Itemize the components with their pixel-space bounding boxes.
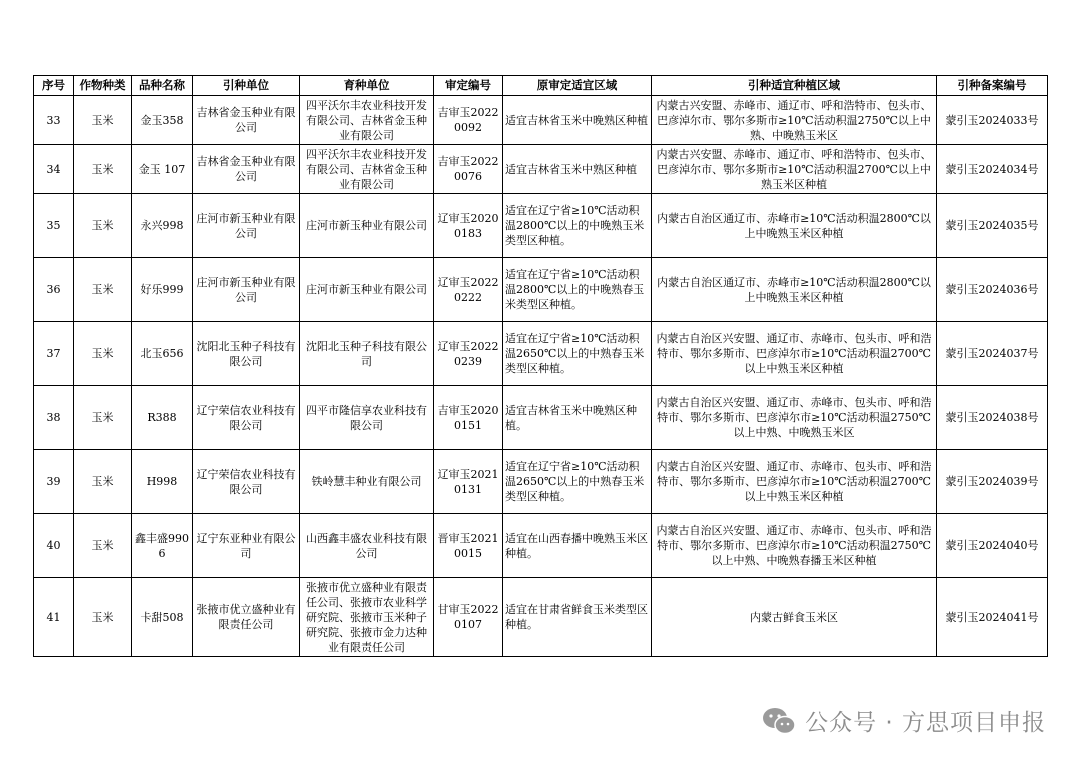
record-no-cell: 蒙引玉2024037号 [937,322,1048,386]
breeder-cell: 四平沃尔丰农业科技开发有限公司、吉林省金玉种业有限公司 [300,96,434,145]
record-no-cell: 蒙引玉2024038号 [937,386,1048,450]
original-region-cell: 适宜在辽宁省≥10℃活动积温2800℃以上的中晚熟玉米类型区种植。 [503,194,652,258]
variety-cell: 金玉 107 [132,145,193,194]
breeder-cell: 铁岭慧丰种业有限公司 [300,450,434,514]
column-header: 序号 [34,76,74,96]
import-region-cell: 内蒙古自治区兴安盟、通辽市、赤峰市、包头市、呼和浩特市、鄂尔多斯市、巴彦淖尔市≥10℃活动积温2700℃以上中熟玉米区种植 [652,322,937,386]
importer-cell: 辽宁东亚种业有限公司 [193,514,300,578]
crop-cell: 玉米 [74,514,132,578]
table-row [34,96,1048,145]
watermark-text: 公众号 · 方思项目申报 [805,710,1046,736]
serial-cell: 38 [34,386,74,450]
variety-cell: 卡甜508 [132,578,193,657]
original-region-cell: 适宜在辽宁省≥10℃活动积温2800℃以上的中晚熟春玉米类型区种植。 [503,258,652,322]
record-no-cell: 蒙引玉2024036号 [937,258,1048,322]
breeder-cell: 沈阳北玉种子科技有限公司 [300,322,434,386]
column-header: 引种备案编号 [937,76,1048,96]
breeder-cell: 山西鑫丰盛农业科技有限公司 [300,514,434,578]
crop-cell: 玉米 [74,194,132,258]
wechat-icon [761,706,797,736]
record-no-cell: 蒙引玉2024041号 [937,578,1048,657]
serial-cell: 35 [34,194,74,258]
table-row [34,194,1048,258]
importer-cell: 辽宁荣信农业科技有限公司 [193,450,300,514]
import-region-cell: 内蒙古自治区通辽市、赤峰市≥10℃活动积温2800℃以上中晚熟玉米区种植 [652,194,937,258]
serial-cell: 34 [34,145,74,194]
table-row [34,578,1048,657]
column-header: 引种适宜种植区域 [652,76,937,96]
table-row [34,258,1048,322]
watermark [761,704,1046,737]
column-header: 审定编号 [434,76,503,96]
approval-no-cell: 吉审玉20200151 [434,386,503,450]
original-region-cell: 适宜在辽宁省≥10℃活动积温2650℃以上的中熟春玉米类型区种植。 [503,450,652,514]
import-region-cell: 内蒙古自治区兴安盟、通辽市、赤峰市、包头市、呼和浩特市、鄂尔多斯市、巴彦淖尔市≥10℃活动积温2700℃以上中熟玉米区种植 [652,450,937,514]
breeder-cell: 庄河市新玉种业有限公司 [300,258,434,322]
import-region-cell: 内蒙古兴安盟、赤峰市、通辽市、呼和浩特市、包头市、巴彦淖尔市、鄂尔多斯市≥10℃活动积温2750℃以上中熟、中晚熟玉米区 [652,96,937,145]
importer-cell: 吉林省金玉种业有限公司 [193,96,300,145]
import-region-cell: 内蒙古自治区通辽市、赤峰市≥10℃活动积温2800℃以上中晚熟玉米区种植 [652,258,937,322]
serial-cell: 41 [34,578,74,657]
approval-no-cell: 甘审玉20220107 [434,578,503,657]
serial-cell: 36 [34,258,74,322]
column-header: 育种单位 [300,76,434,96]
importer-cell: 庄河市新玉种业有限公司 [193,258,300,322]
table-row [34,386,1048,450]
column-header: 原审定适宜区域 [503,76,652,96]
breeder-cell: 庄河市新玉种业有限公司 [300,194,434,258]
approval-no-cell: 辽审玉20220239 [434,322,503,386]
original-region-cell: 适宜在辽宁省≥10℃活动积温2650℃以上的中熟春玉米类型区种植。 [503,322,652,386]
importer-cell: 沈阳北玉种子科技有限公司 [193,322,300,386]
variety-cell: 鑫丰盛9906 [132,514,193,578]
breeder-cell: 张掖市优立盛种业有限责任公司、张掖市农业科学研究院、张掖市玉米种子研究院、张掖市金力达种业有限责任公司 [300,578,434,657]
importer-cell: 辽宁荣信农业科技有限公司 [193,386,300,450]
column-header: 作物种类 [74,76,132,96]
crop-cell: 玉米 [74,258,132,322]
original-region-cell: 适宜在甘肃省鲜食玉米类型区种植。 [503,578,652,657]
variety-table [33,75,1048,657]
record-no-cell: 蒙引玉2024035号 [937,194,1048,258]
table-row [34,450,1048,514]
original-region-cell: 适宜吉林省玉米中晚熟区种植 [503,96,652,145]
variety-cell: 好乐999 [132,258,193,322]
serial-cell: 33 [34,96,74,145]
approval-no-cell: 吉审玉20220092 [434,96,503,145]
import-region-cell: 内蒙古鲜食玉米区 [652,578,937,657]
table-header-row [34,76,1048,96]
importer-cell: 庄河市新玉种业有限公司 [193,194,300,258]
table-row [34,514,1048,578]
import-region-cell: 内蒙古兴安盟、赤峰市、通辽市、呼和浩特市、包头市、巴彦淖尔市、鄂尔多斯市≥10℃活动积温2700℃以上中熟玉米区种植 [652,145,937,194]
original-region-cell: 适宜在山西春播中晚熟玉米区种植。 [503,514,652,578]
column-header: 引种单位 [193,76,300,96]
crop-cell: 玉米 [74,578,132,657]
breeder-cell: 四平沃尔丰农业科技开发有限公司、吉林省金玉种业有限公司 [300,145,434,194]
variety-cell: 永兴998 [132,194,193,258]
serial-cell: 40 [34,514,74,578]
crop-cell: 玉米 [74,322,132,386]
crop-cell: 玉米 [74,450,132,514]
table-row [34,145,1048,194]
column-header: 品种名称 [132,76,193,96]
variety-cell: 北玉656 [132,322,193,386]
import-region-cell: 内蒙古自治区兴安盟、通辽市、赤峰市、包头市、呼和浩特市、鄂尔多斯市、巴彦淖尔市≥10℃活动积温2750℃以上中熟、中晚熟玉米区 [652,386,937,450]
serial-cell: 37 [34,322,74,386]
variety-cell: 金玉358 [132,96,193,145]
record-no-cell: 蒙引玉2024040号 [937,514,1048,578]
record-no-cell: 蒙引玉2024033号 [937,96,1048,145]
crop-cell: 玉米 [74,145,132,194]
record-no-cell: 蒙引玉2024034号 [937,145,1048,194]
record-no-cell: 蒙引玉2024039号 [937,450,1048,514]
importer-cell: 吉林省金玉种业有限公司 [193,145,300,194]
table-body [34,96,1048,657]
importer-cell: 张掖市优立盛种业有限责任公司 [193,578,300,657]
original-region-cell: 适宜吉林省玉米中熟区种植 [503,145,652,194]
variety-cell: H998 [132,450,193,514]
crop-cell: 玉米 [74,96,132,145]
approval-no-cell: 辽审玉20220222 [434,258,503,322]
breeder-cell: 四平市隆信享农业科技有限公司 [300,386,434,450]
approval-no-cell: 晋审玉20210015 [434,514,503,578]
table-row [34,322,1048,386]
crop-cell: 玉米 [74,386,132,450]
approval-no-cell: 辽审玉20200183 [434,194,503,258]
variety-cell: R388 [132,386,193,450]
approval-no-cell: 辽审玉20210131 [434,450,503,514]
original-region-cell: 适宜吉林省玉米中晚熟区种植。 [503,386,652,450]
approval-no-cell: 吉审玉20220076 [434,145,503,194]
serial-cell: 39 [34,450,74,514]
import-region-cell: 内蒙古自治区兴安盟、通辽市、赤峰市、包头市、呼和浩特市、鄂尔多斯市、巴彦淖尔市≥10℃活动积温2750℃以上中熟、中晚熟春播玉米区种植 [652,514,937,578]
